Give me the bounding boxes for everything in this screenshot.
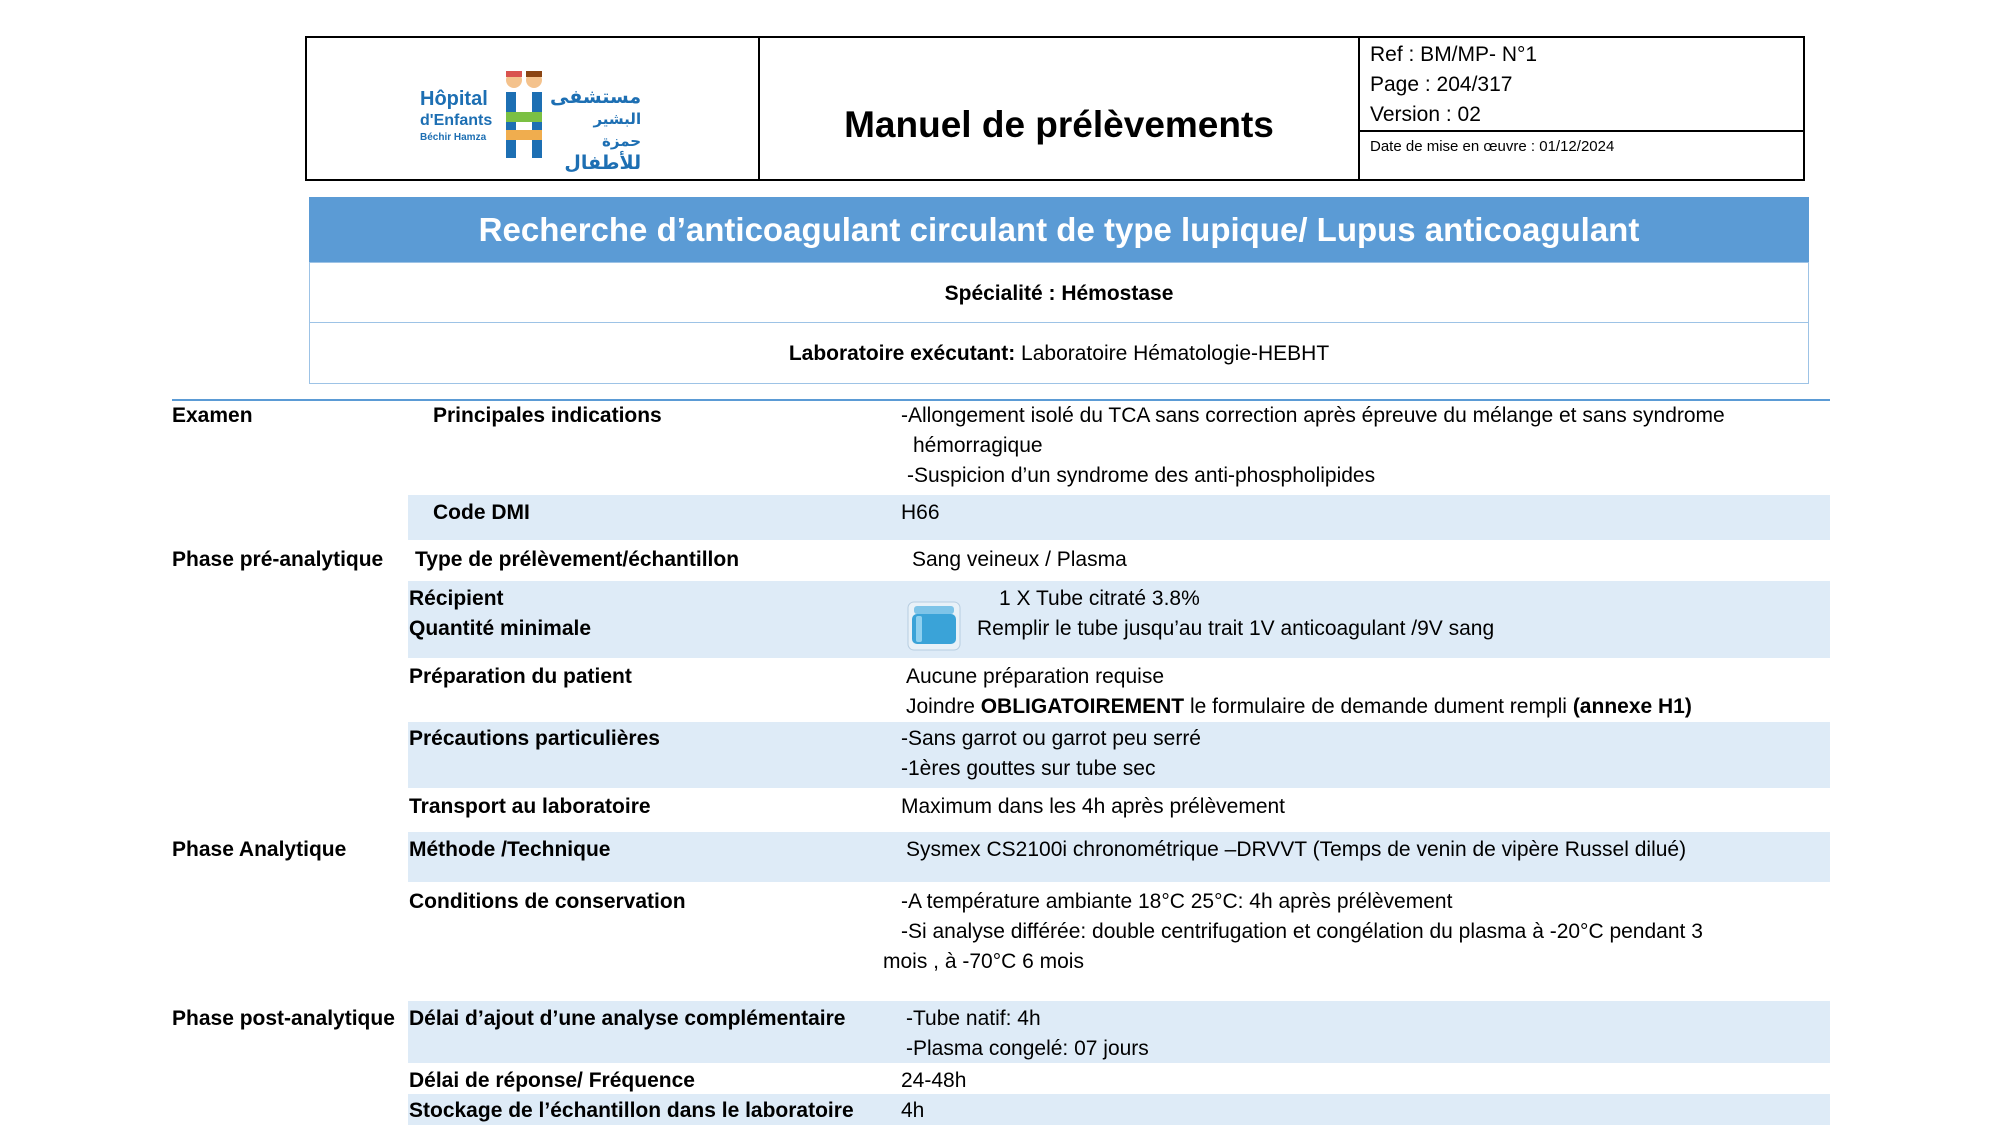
citrate-tube-icon <box>906 600 962 652</box>
specialty-row: Spécialité : Hémostase <box>309 262 1809 323</box>
logo-arabic-text <box>550 86 641 174</box>
prep-joindre: Joindre <box>906 695 981 718</box>
conservation-value-1: -A température ambiante 18°C 25°C: 4h après prélèvement <box>901 890 1453 913</box>
transport-value: Maximum dans les 4h après prélèvement <box>901 795 1286 818</box>
min-quantity-label: Quantité minimale <box>409 617 592 640</box>
logo-ar-line2: البشير حمزة <box>593 110 642 150</box>
phase-examen: Examen <box>172 404 253 427</box>
recipient-label: Récipient <box>409 587 504 610</box>
reference-number: Ref : BM/MP- N°1 <box>1370 43 1538 66</box>
response-time-value: 24-48h <box>901 1069 967 1092</box>
phase-analytique: Phase Analytique <box>172 838 347 861</box>
sample-type-value: Sang veineux / Plasma <box>912 548 1127 571</box>
method-value: Sysmex CS2100i chronométrique –DRVVT (Temps de venin de vipère Russel dilué) <box>906 838 1687 861</box>
additional-analysis-delay-label: Délai d’ajout d’une analyse complémentaire <box>409 1007 846 1030</box>
transport-label: Transport au laboratoire <box>409 795 651 818</box>
response-time-label: Délai de réponse/ Fréquence <box>409 1069 695 1092</box>
reference-block <box>1360 38 1803 132</box>
hospital-logo <box>420 62 642 174</box>
implementation-date: Date de mise en œuvre : 01/12/2024 <box>1370 138 1615 155</box>
logo-fr-line3: Béchir Hamza <box>420 132 487 143</box>
exam-title-banner: Recherche d’anticoagulant circulant de type lupique/ Lupus anticoagulant <box>309 197 1809 262</box>
row-band-code <box>408 495 1830 540</box>
additional-analysis-delay-2: -Plasma congelé: 07 jours <box>906 1037 1149 1060</box>
storage-value: 4h <box>901 1099 925 1122</box>
document-header <box>305 36 1805 181</box>
logo-french-text <box>420 88 492 144</box>
laboratory-value: Laboratoire Hématologie-HEBHT <box>1015 342 1330 365</box>
patient-prep-value-2 <box>906 692 1692 722</box>
prep-formulaire: le formulaire de demande dument rempli <box>1184 695 1573 718</box>
indications-value-1b: hémorragique <box>913 434 1043 457</box>
patient-prep-label: Préparation du patient <box>409 665 632 688</box>
page-number: Page : 204/317 <box>1370 73 1513 96</box>
code-dmi-value: H66 <box>901 501 940 524</box>
indications-value-2: -Suspicion d’un syndrome des anti-phospholipides <box>907 464 1376 487</box>
document-title: Manuel de prélèvements <box>844 104 1274 145</box>
prep-obligatoirement: OBLIGATOIREMENT <box>980 695 1185 718</box>
additional-analysis-delay-1: -Tube natif: 4h <box>906 1007 1041 1030</box>
conservation-label: Conditions de conservation <box>409 890 686 913</box>
storage-label: Stockage de l’échantillon dans le laboratoire <box>409 1099 854 1122</box>
recipient-value: 1 X Tube citraté 3.8% <box>999 587 1200 610</box>
logo-fr-line1: Hôpital <box>420 88 488 110</box>
indications-value-1: -Allongement isolé du TCA sans correction après épreuve du mélange et sans syndrome <box>901 404 1725 427</box>
indications-label: Principales indications <box>433 404 662 427</box>
version-number: Version : 02 <box>1370 103 1481 126</box>
precautions-value-1: -Sans garrot ou garrot peu serré <box>901 727 1201 750</box>
title-cell <box>760 38 1360 179</box>
conservation-value-3: mois , à -70°C 6 mois <box>883 950 1084 973</box>
phase-post-analytique: Phase post-analytique <box>172 1007 395 1030</box>
prep-annexe: (annexe H1) <box>1572 695 1692 718</box>
patient-prep-value-1: Aucune préparation requise <box>906 665 1165 688</box>
precautions-label: Précautions particulières <box>409 727 660 750</box>
logo-ar-line3: للأطفال <box>564 152 642 174</box>
method-label: Méthode /Technique <box>409 838 611 861</box>
conservation-value-2: -Si analyse différée: double centrifugation et congélation du plasma à -20°C pendant 3 <box>901 920 1703 943</box>
logo-ar-line1: مستشفى <box>550 86 642 108</box>
precautions-value-2: -1ères gouttes sur tube sec <box>901 757 1156 780</box>
reference-cell <box>1360 38 1803 179</box>
children-logo-icon <box>500 68 548 162</box>
logo-cell <box>307 38 760 179</box>
min-quantity-value: Remplir le tube jusqu’au trait 1V anticoagulant /9V sang <box>977 617 1495 640</box>
laboratory-label: Laboratoire exécutant: <box>788 342 1016 365</box>
logo-fr-line2: d'Enfants <box>420 112 493 129</box>
code-dmi-label: Code DMI <box>433 501 530 524</box>
laboratory-row <box>309 322 1809 384</box>
phase-pre-analytique: Phase pré-analytique <box>172 548 384 571</box>
sample-type-label: Type de prélèvement/échantillon <box>415 548 740 571</box>
